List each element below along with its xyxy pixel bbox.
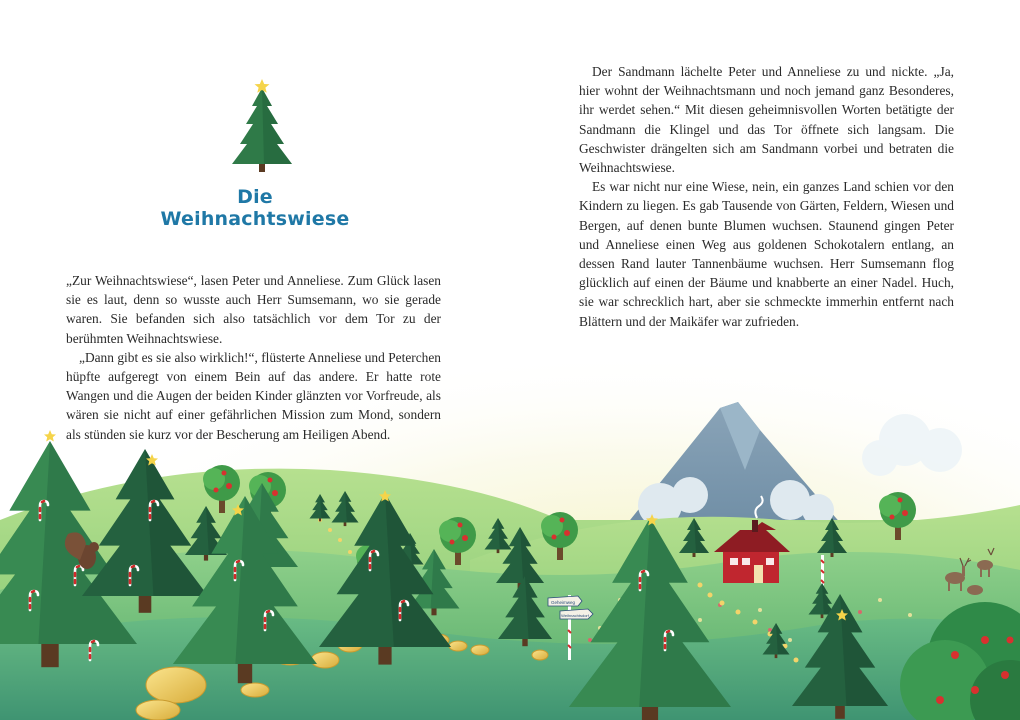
paragraph: Der Sandmann lächelte Peter und Anneliese zu und nickte. „Ja, hier wohnt der Weihnachtsmann und noch jemand ganz Besonderes, ihr werdet sehen.“ Mit diesen geheimnisvollen Worten betätigte der Sandmann die Klingel und das Tor öffnete sich langsam. Die Geschwister drängelten sich am Sandmann vorbei und betraten die Weihnachtswiese. — [579, 64, 954, 176]
signpost-label-geheimweg: Geheimweg — [550, 600, 576, 605]
paragraph: „Zur Weihnachtswiese“, lasen Peter und Anneliese. Zum Glück lasen sie es laut, denn so wusste auch Herr Sumsemann, wo sie gerade waren. Sie befanden sich also tatsächlich vor dem Tor zu der berühmten Weihnachtswiese. — [66, 273, 441, 346]
paragraph: „Dann gibt es sie also wirklich!“, flüsterte Anneliese und Peterchen hüpfte aufgeregt von einem Bein auf das andere. Er hatte rote Wangen und die Augen der beiden Kinder glänzten vor Vorfreude, als wären sie nicht auf einer gefährlichen Mission zum Mond, sondern als stünden sie kurz vor der Bescherung am Heiligen Abend. — [66, 349, 441, 442]
title-tree-icon — [226, 78, 298, 174]
chapter-title: Die Weihnachtswiese — [160, 186, 350, 230]
right-page-text — [579, 62, 954, 331]
left-page-text — [66, 271, 441, 444]
paragraph: Es war nicht nur eine Wiese, nein, ein ganzes Land schien vor den Kindern zu liegen. Es gab Tausende von Gärten, Feldern, Wiesen und Bergen, auf denen bunte Blumen wuchsen. Staunend gingen Peter und Anneliese einen Weg aus goldenen Schokotalern entlang, an dessen Rand lauter Tannenbäume wuchsen. Herr Sumsemann flog glücklich auf einen der Bäume und knabberte an einer Nadel. Huch, sie war schrecklich hart, aber sie schmeckte immerhin entfernt nach Blättern und der Maikäfer war zufrieden. — [579, 179, 954, 329]
signpost-label-weihnachtsdorf: Weihnachtsdorf — [561, 613, 589, 618]
